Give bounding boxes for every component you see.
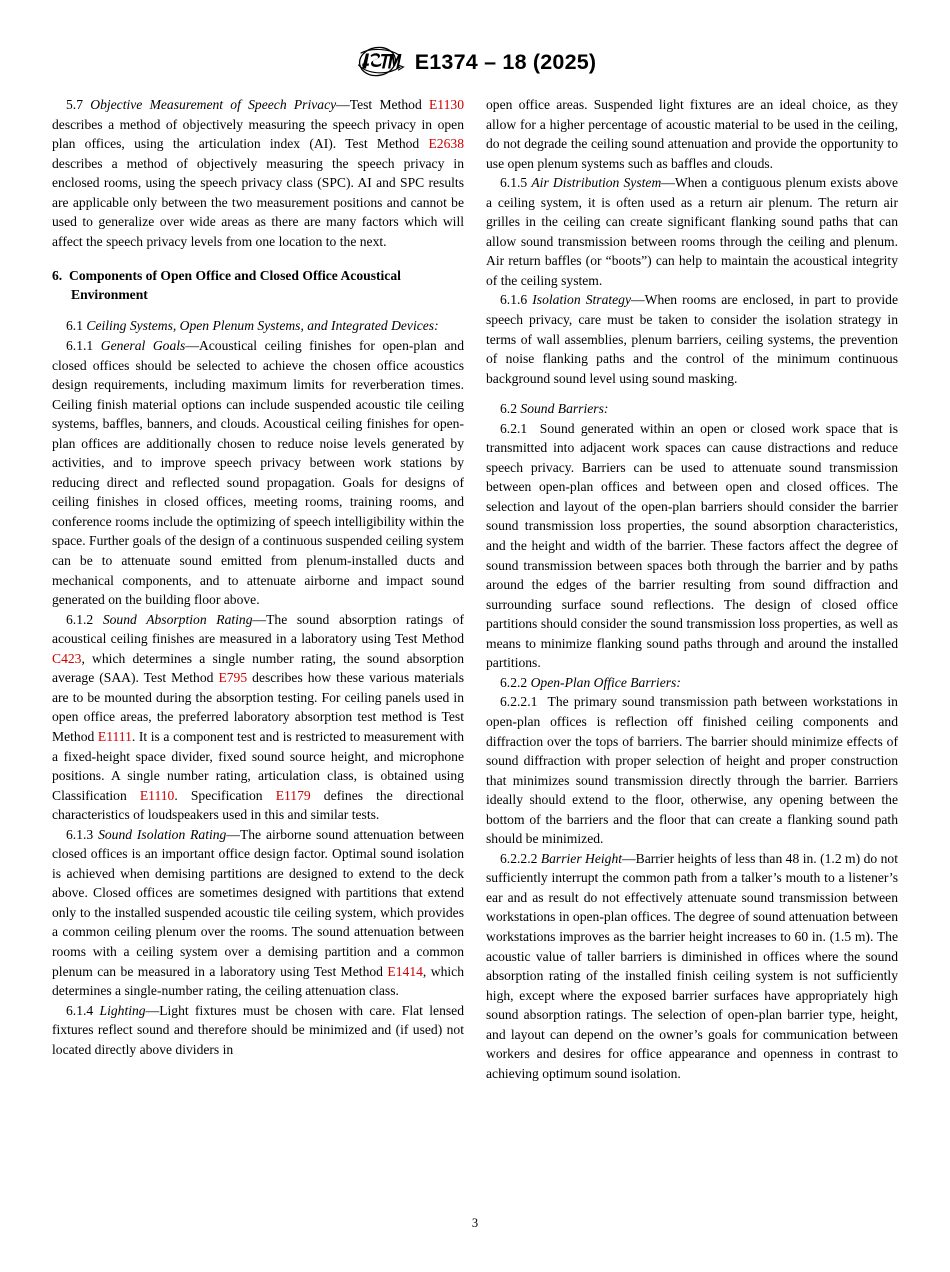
paragraph-text: —Test Method: [336, 97, 429, 112]
section-number: 6.2.1: [500, 420, 528, 436]
paragraph-6-2-2-1: [486, 692, 898, 848]
paragraph-text: —Barrier heights of less than 48 in. (1.2 m) do not sufficiently interrupt the common path from a talker’s mouth to a listener’s ear and as result do not effectively attenuate sound transmission between workstations in open-plan offices. The degree of sound attenuation between workstations improves as the barrier height increases to 60 in. (1.5 m). The acoustic value of taller barriers is diminished in offices where the sound absorption rating of the installed finish ceiling system is not sufficiently high, except where the exposed barrier surfaces have appropriately high sound absorption ratings. The selection of open-plan barrier type, height, and layout can depend on the owner’s goals for communication between workers and desires for office appearance and openness in contrast to achieving optimum sound isolation.: [486, 850, 898, 1081]
paragraph-6-2: [486, 399, 898, 419]
section-title: Sound Isolation Rating: [98, 826, 227, 842]
section-title: Lighting: [99, 1002, 146, 1018]
section-number: 6.2.2: [500, 674, 528, 690]
standard-reference-e2638[interactable]: E2638: [428, 136, 464, 152]
section-title: Open-Plan Office Barriers:: [530, 674, 681, 690]
paragraph-text: describes how these various materials are to be mounted during the absorption testing. For ceiling panels used in open office areas, the preferred laboratory absorption test method is Test Method: [52, 670, 464, 744]
paragraph-6-1: [52, 316, 464, 336]
document-body: [52, 95, 898, 1083]
paragraph-6-1-5: [486, 173, 898, 290]
section-number: 6.1.2: [66, 611, 94, 627]
paragraph-text: Sound generated within an open or closed work space that is transmitted into adjacent work spaces can cause distractions and reduce speech privacy. Barriers can be used to attenuate sound transmission between open-plan offices and between open and closed offices. The selection and layout of the open-plan barriers should consider the barrier sound transmission loss properties, the sound absorption characteristics, and the height and width of the barrier. These factors affect the degree of sound transmission between spaces both through the barrier and by paths around the edges of the barrier resulting from sound diffraction and surrounding surface sound reflections. The design of closed office partitions should consider the sound transmission loss properties, as well as means to minimize flanking sound paths through and around the installed partitions.: [486, 420, 899, 671]
standard-reference-e1179[interactable]: E1179: [275, 787, 311, 803]
section-number: 6.2.2.2: [500, 850, 538, 866]
paragraph-text: . It is a component test and is restricted to measurement with a fixed-height space divider, fixed sound source height, and microphone positions. A single number rating, articulation class, is obtained using Classification: [52, 728, 464, 803]
paragraph-6-2-1: [486, 419, 898, 673]
section-number: 6.1.6: [500, 292, 528, 308]
heading-number: 6.: [52, 267, 63, 283]
standard-reference-c423[interactable]: C423: [52, 650, 82, 666]
section-number: 6.1.5: [500, 175, 528, 191]
standard-reference-e1414[interactable]: E1414: [387, 963, 423, 979]
paragraph-text: —The sound absorption ratings of acoustical ceiling finishes are measured in a laboratory using Test Method: [52, 611, 464, 647]
paragraph-text: —Light fixtures must be chosen with care. Flat lensed fixtures reflect sound and therefore should be minimized and (if used) not located directly above dividers in: [52, 1002, 464, 1057]
section-title: Sound Absorption Rating: [102, 611, 253, 627]
paragraph-6-1-4: [52, 1001, 464, 1060]
paragraph-6-1-4-continued: [486, 95, 898, 173]
section-title: Barrier Height: [540, 850, 623, 866]
paragraph-6-1-2: [52, 610, 464, 825]
paragraph-text: The primary sound transmission path between workstations in open-plan offices is reflection off finished ceiling components and diffraction over the tops of barriers. The barrier should minimize effects of sound diffraction with proper selection of height and proper construction that minimizes sound transmission directly through the barrier. Barriers ideally should extend to the floor, otherwise, any opening between the bottom of the barriers and the floor that can create a flanking sound path should be minimized.: [486, 694, 898, 847]
paragraph-6-1-1: [52, 336, 464, 610]
right-column: [486, 95, 898, 1083]
heading-text: Components of Open Office and Closed Office Acoustical Environment: [69, 267, 401, 303]
section-number: 6.1.4: [66, 1002, 94, 1018]
section-number: 6.1.1: [66, 338, 94, 354]
paragraph-6-2-2-2: [486, 849, 898, 1084]
astm-logo-icon: [354, 45, 406, 79]
paragraph-text: —When rooms are enclosed, in part to provide speech privacy, care must be taken to consider the isolation strategy in terms of wall assemblies, plenum barriers, ceiling systems, the prevention of noise flanking paths and the control of the minimum continuous background sound level using sound masking.: [486, 292, 898, 386]
paragraph-text: —When a contiguous plenum exists above a ceiling system, it is often used as a return air plenum. The return air grilles in the ceiling can create significant flanking sound paths that can allow sound transmission between rooms through the ceiling and plenum. Air return baffles (or “boots”) can help to maintain the acoustical integrity of the ceiling system.: [486, 175, 898, 288]
paragraph-text: describes a method of objectively measuring the speech privacy in enclosed rooms, using the speech privacy class (SPC). AI and SPC results are applicable only between the two measurement positions and cannot be used to generalize over wide areas as there are many factors which will affect the speech privacy levels from one location to the next.: [52, 155, 464, 249]
paragraph-text: , which determines a single number rating, the sound absorption average (SAA). Test Method: [52, 650, 464, 686]
page-number: 3: [471, 1216, 479, 1230]
paragraph-text: . Specification: [174, 787, 276, 803]
section-title: Ceiling Systems, Open Plenum Systems, and Integrated Devices:: [86, 318, 439, 334]
paragraph-6-2-2: [486, 673, 898, 693]
section-number: 6.1: [66, 318, 83, 334]
standard-reference-e1111[interactable]: E1111: [97, 728, 132, 744]
standard-reference-e1110[interactable]: E1110: [139, 787, 175, 803]
section-number: 6.2: [500, 401, 517, 417]
paragraph-text: open office areas. Suspended light fixtures are an ideal choice, as they allow for a higher percentage of acoustic material to be used in the ceiling, do not degrade the ceiling sound attenuation and provide the opportunity to use open plenum systems such as baffles and clouds.: [486, 97, 898, 171]
paragraph-text: defines the directional characteristics of loudspeakers used in this and similar tests.: [52, 787, 464, 823]
section-number: 5.7: [66, 97, 83, 112]
paragraph-spacer: [486, 388, 898, 399]
section-title: Air Distribution System: [531, 175, 662, 191]
standard-reference-e1130[interactable]: E1130: [429, 97, 464, 112]
section-number: 6.1.3: [66, 826, 94, 842]
section-title: Objective Measurement of Speech Privacy: [90, 97, 337, 112]
paragraph-text: , which determines a single-number rating, the ceiling attenuation class.: [52, 963, 464, 999]
paragraph-5-7: [52, 95, 464, 251]
paragraph-text: —The airborne sound attenuation between closed offices is an important office design factor. Optimal sound isolation is achieved when demising partitions are designed to extend to the deck above. Closed offices are sometimes designed with partitions that extend only to the installed suspended acoustic tile ceiling system, which provides a common ceiling plenum over the rooms. The sound attenuation between rooms with a ceiling system over a demising partition and a common plenum can be measured in a laboratory using Test Method: [52, 826, 464, 979]
paragraph-text: describes a method of objectively measuring the speech privacy in open plan offices, using the articulation index (AI). Test Method: [52, 116, 464, 152]
section-title: Isolation Strategy: [532, 292, 632, 308]
standard-reference-e795[interactable]: E795: [218, 670, 248, 686]
page-header: [0, 42, 950, 82]
section-number: 6.2.2.1: [500, 694, 538, 710]
section-title: General Goals: [100, 338, 186, 354]
paragraph-6-1-6: [486, 290, 898, 388]
paragraph-6-1-3: [52, 825, 464, 1001]
page-title: E1374 – 18 (2025): [414, 49, 597, 74]
heading-section-6: [52, 266, 464, 305]
section-title: Sound Barriers:: [520, 401, 609, 417]
left-column: [52, 95, 464, 1083]
paragraph-text: —Acoustical ceiling finishes for open-plan and closed offices should be selected to achieve the chosen office acoustics design requirements, including maximum limits for reverberation times. Ceiling finish material options can include suspended acoustic tile ceiling systems, baffles, banners, and clouds. Acoustical ceiling finishes for open-plan offices are additionally chosen to reduce noise levels generated by activities, and to improve speech privacy between work stations by reducing direct and reflected sound propagation. Goals for designs of ceiling finishes in closed offices, meeting rooms, training rooms, and conference rooms include the optimizing of speech intelligibility within the space. Further goals of the design of a continuous suspended ceiling system can be to attenuate sound emitted from plenum-installed ducts and mechanical components, and to attenuate airborne and impact sound generated on the building floor above.: [52, 338, 464, 608]
